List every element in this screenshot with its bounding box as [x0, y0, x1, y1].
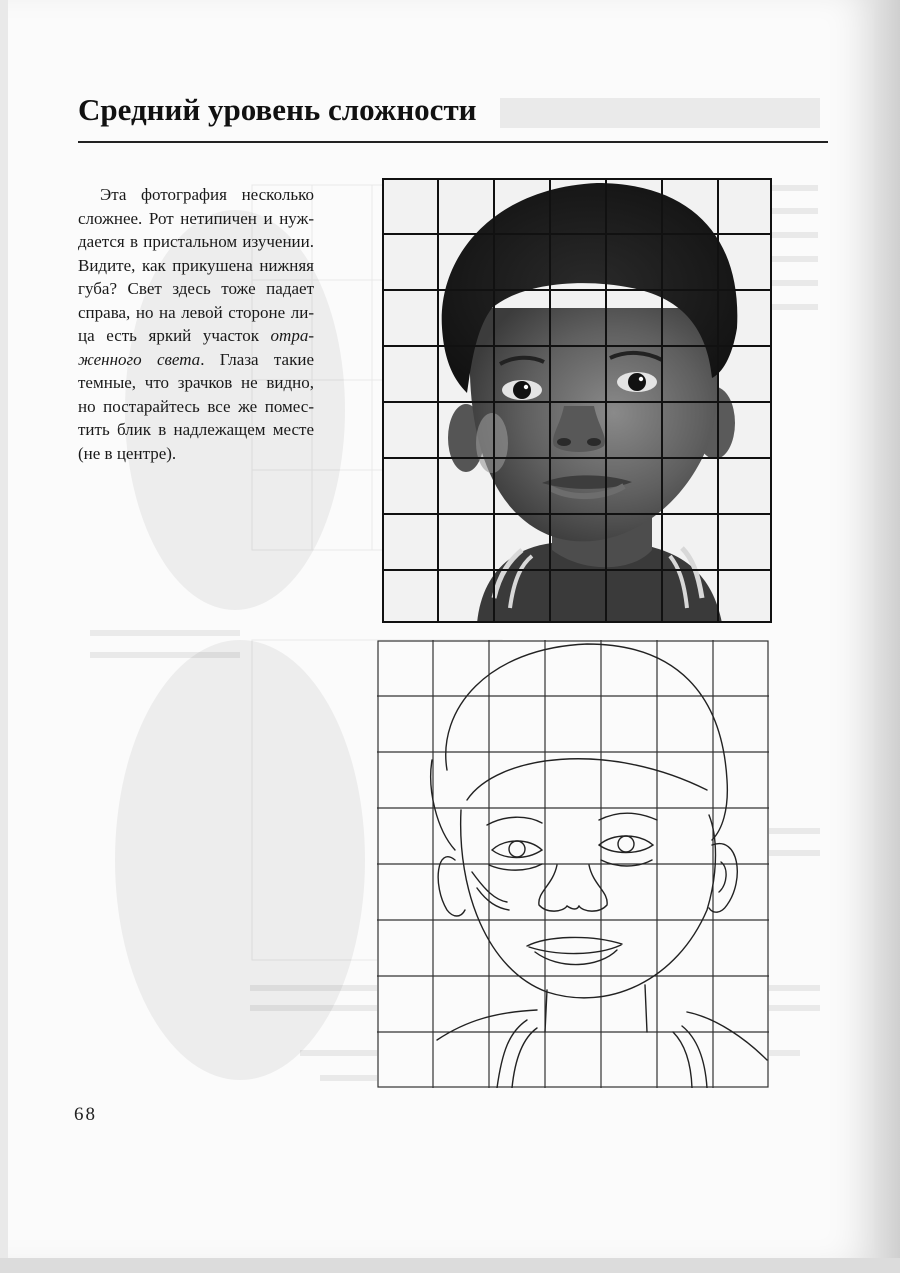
body-text-part-1: Эта фотография несколько сложнее. Рот нетипичен и нуждается в пристальном изучении. Видите, как прикушена нижняя губа? Свет здесь тоже падает справа, но на левой стороне лица есть яркий участок	[78, 185, 314, 345]
scan-bottom-edge	[0, 1258, 900, 1273]
gridded-reference-photo	[382, 178, 772, 623]
page-number: 68	[74, 1104, 97, 1125]
body-text-emphasis: отраженного света	[78, 326, 314, 369]
title-underline	[78, 141, 828, 143]
page-edge-shadow	[874, 0, 900, 1273]
gridded-pencil-sketch	[377, 640, 769, 1088]
body-text-part-2: . Глаза такие темные, что зрачков не видно, но постарайтесь все же поместить блик в надлежащем месте (не в центре).	[78, 349, 314, 463]
page-title: Средний уровень сложности	[78, 92, 477, 127]
body-paragraph	[78, 183, 314, 465]
